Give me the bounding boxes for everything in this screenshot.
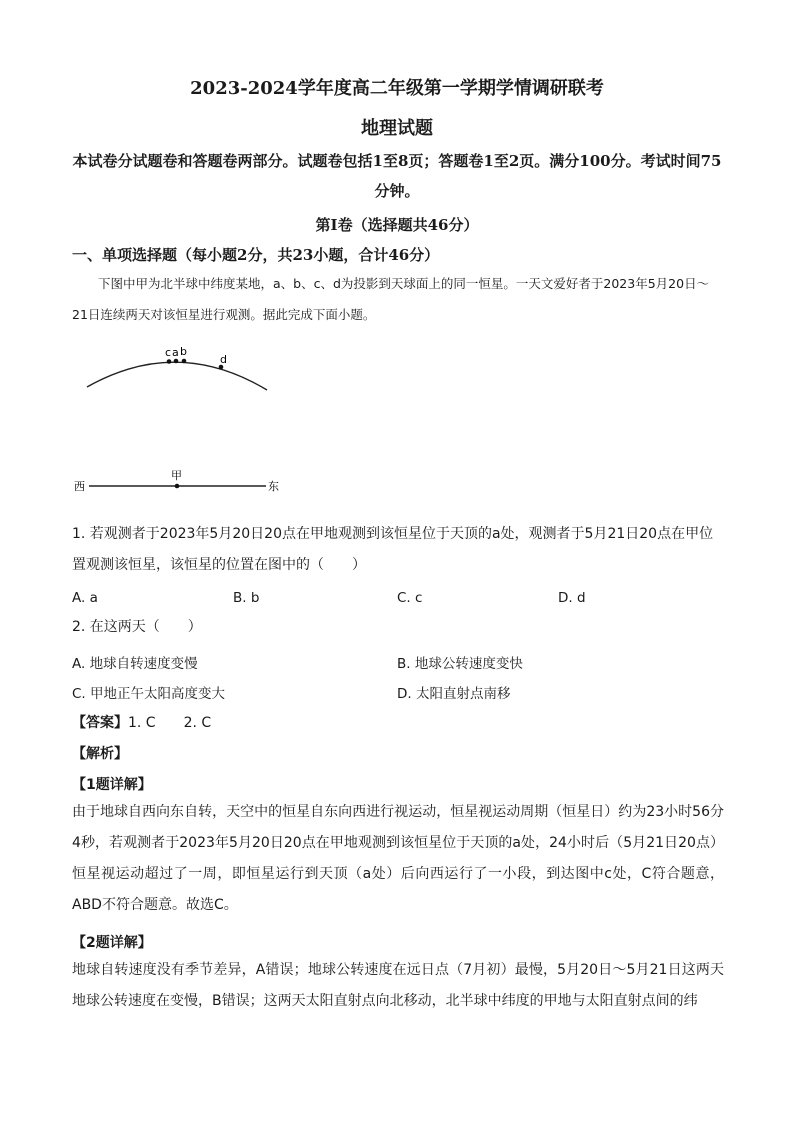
question-intro: 下图中甲为北半球中纬度某地，a、b、c、d为投影到天球面上的同一恒星。一天文爱好者于2023年5月20日～21日连续两天对该恒星进行观测。据此完成下面小题。 xyxy=(72,276,710,322)
exam-notice: 本试卷分试题卷和答题卷两部分。试题卷包括1至8页；答题卷1至2页。满分100分。考试时间75分钟。 xyxy=(72,152,722,200)
q1-option-a: A. a xyxy=(72,590,98,606)
label-a: a xyxy=(172,346,179,359)
star-point-c xyxy=(167,359,172,364)
question-1: 1. 若观测者于2023年5月20日20点在甲地观测到该恒星位于天顶的a处，观测者于5月21日20点在甲位置观测该恒星，该恒星的位置在图中的（ ） xyxy=(72,526,714,573)
label-d: d xyxy=(220,353,227,366)
analysis-label: 【解析】 xyxy=(72,746,128,762)
label-jia: 甲 xyxy=(171,469,182,482)
label-west: 西 xyxy=(74,480,85,493)
answer-label: 【答案】 xyxy=(72,715,128,731)
label-b: b xyxy=(180,345,187,358)
q2-option-b: B. 地球公转速度变快 xyxy=(397,656,523,672)
celestial-arc xyxy=(87,362,267,390)
answer-line xyxy=(72,712,211,732)
exam-title: 2023-2024学年度高二年级第一学期学情调研联考 xyxy=(190,78,604,99)
q1-option-b: B. b xyxy=(233,590,260,606)
question-2: 2. 在这两天（ ） xyxy=(72,619,202,635)
star-point-b xyxy=(182,359,187,364)
celestial-figure xyxy=(70,340,290,495)
detail-1-text: 由于地球自西向东自转，天空中的恒星自东向西进行视运动，恒星视运动周期（恒星日）约为23小时56分4秒，若观测者于2023年5月20日20点在甲地观测到该恒星位于天顶的a处，24小时后（5月21日20点）恒星视运动超过了一周，即恒星运行到天顶（a处）后向西运行了一小段，到达图中c处，C符合题意，ABD不符合题意。故选C。 xyxy=(72,804,724,913)
q2-option-c: C. 甲地正午太阳高度变大 xyxy=(72,686,226,702)
detail-2-label: 【2题详解】 xyxy=(72,935,152,951)
star-point-a xyxy=(174,359,179,364)
part-heading: 第Ⅰ卷（选择题共46分） xyxy=(315,216,479,234)
q1-option-c: C. c xyxy=(397,590,423,606)
q2-option-d: D. 太阳直射点南移 xyxy=(397,686,511,702)
label-c: c xyxy=(165,346,172,359)
detail-2-text: 地球自转速度没有季节差异，A错误；地球公转速度在远日点（7月初）最慢，5月20日～5月21日这两天地球公转速度在变慢，B错误；这两天太阳直射点向北移动，北半球中纬度的甲地与太阳直射点间的纬 xyxy=(72,962,724,1009)
detail-1-label: 【1题详解】 xyxy=(72,777,152,793)
answer-value: 1. C 2. C xyxy=(128,715,212,731)
observer-point xyxy=(175,484,180,489)
q1-option-d: D. d xyxy=(558,590,586,606)
q2-option-a: A. 地球自转速度变慢 xyxy=(72,656,198,672)
label-east: 东 xyxy=(268,480,279,493)
subject-title: 地理试题 xyxy=(361,118,433,139)
section-heading: 一、单项选择题（每小题2分，共23小题，合计46分） xyxy=(72,246,440,264)
